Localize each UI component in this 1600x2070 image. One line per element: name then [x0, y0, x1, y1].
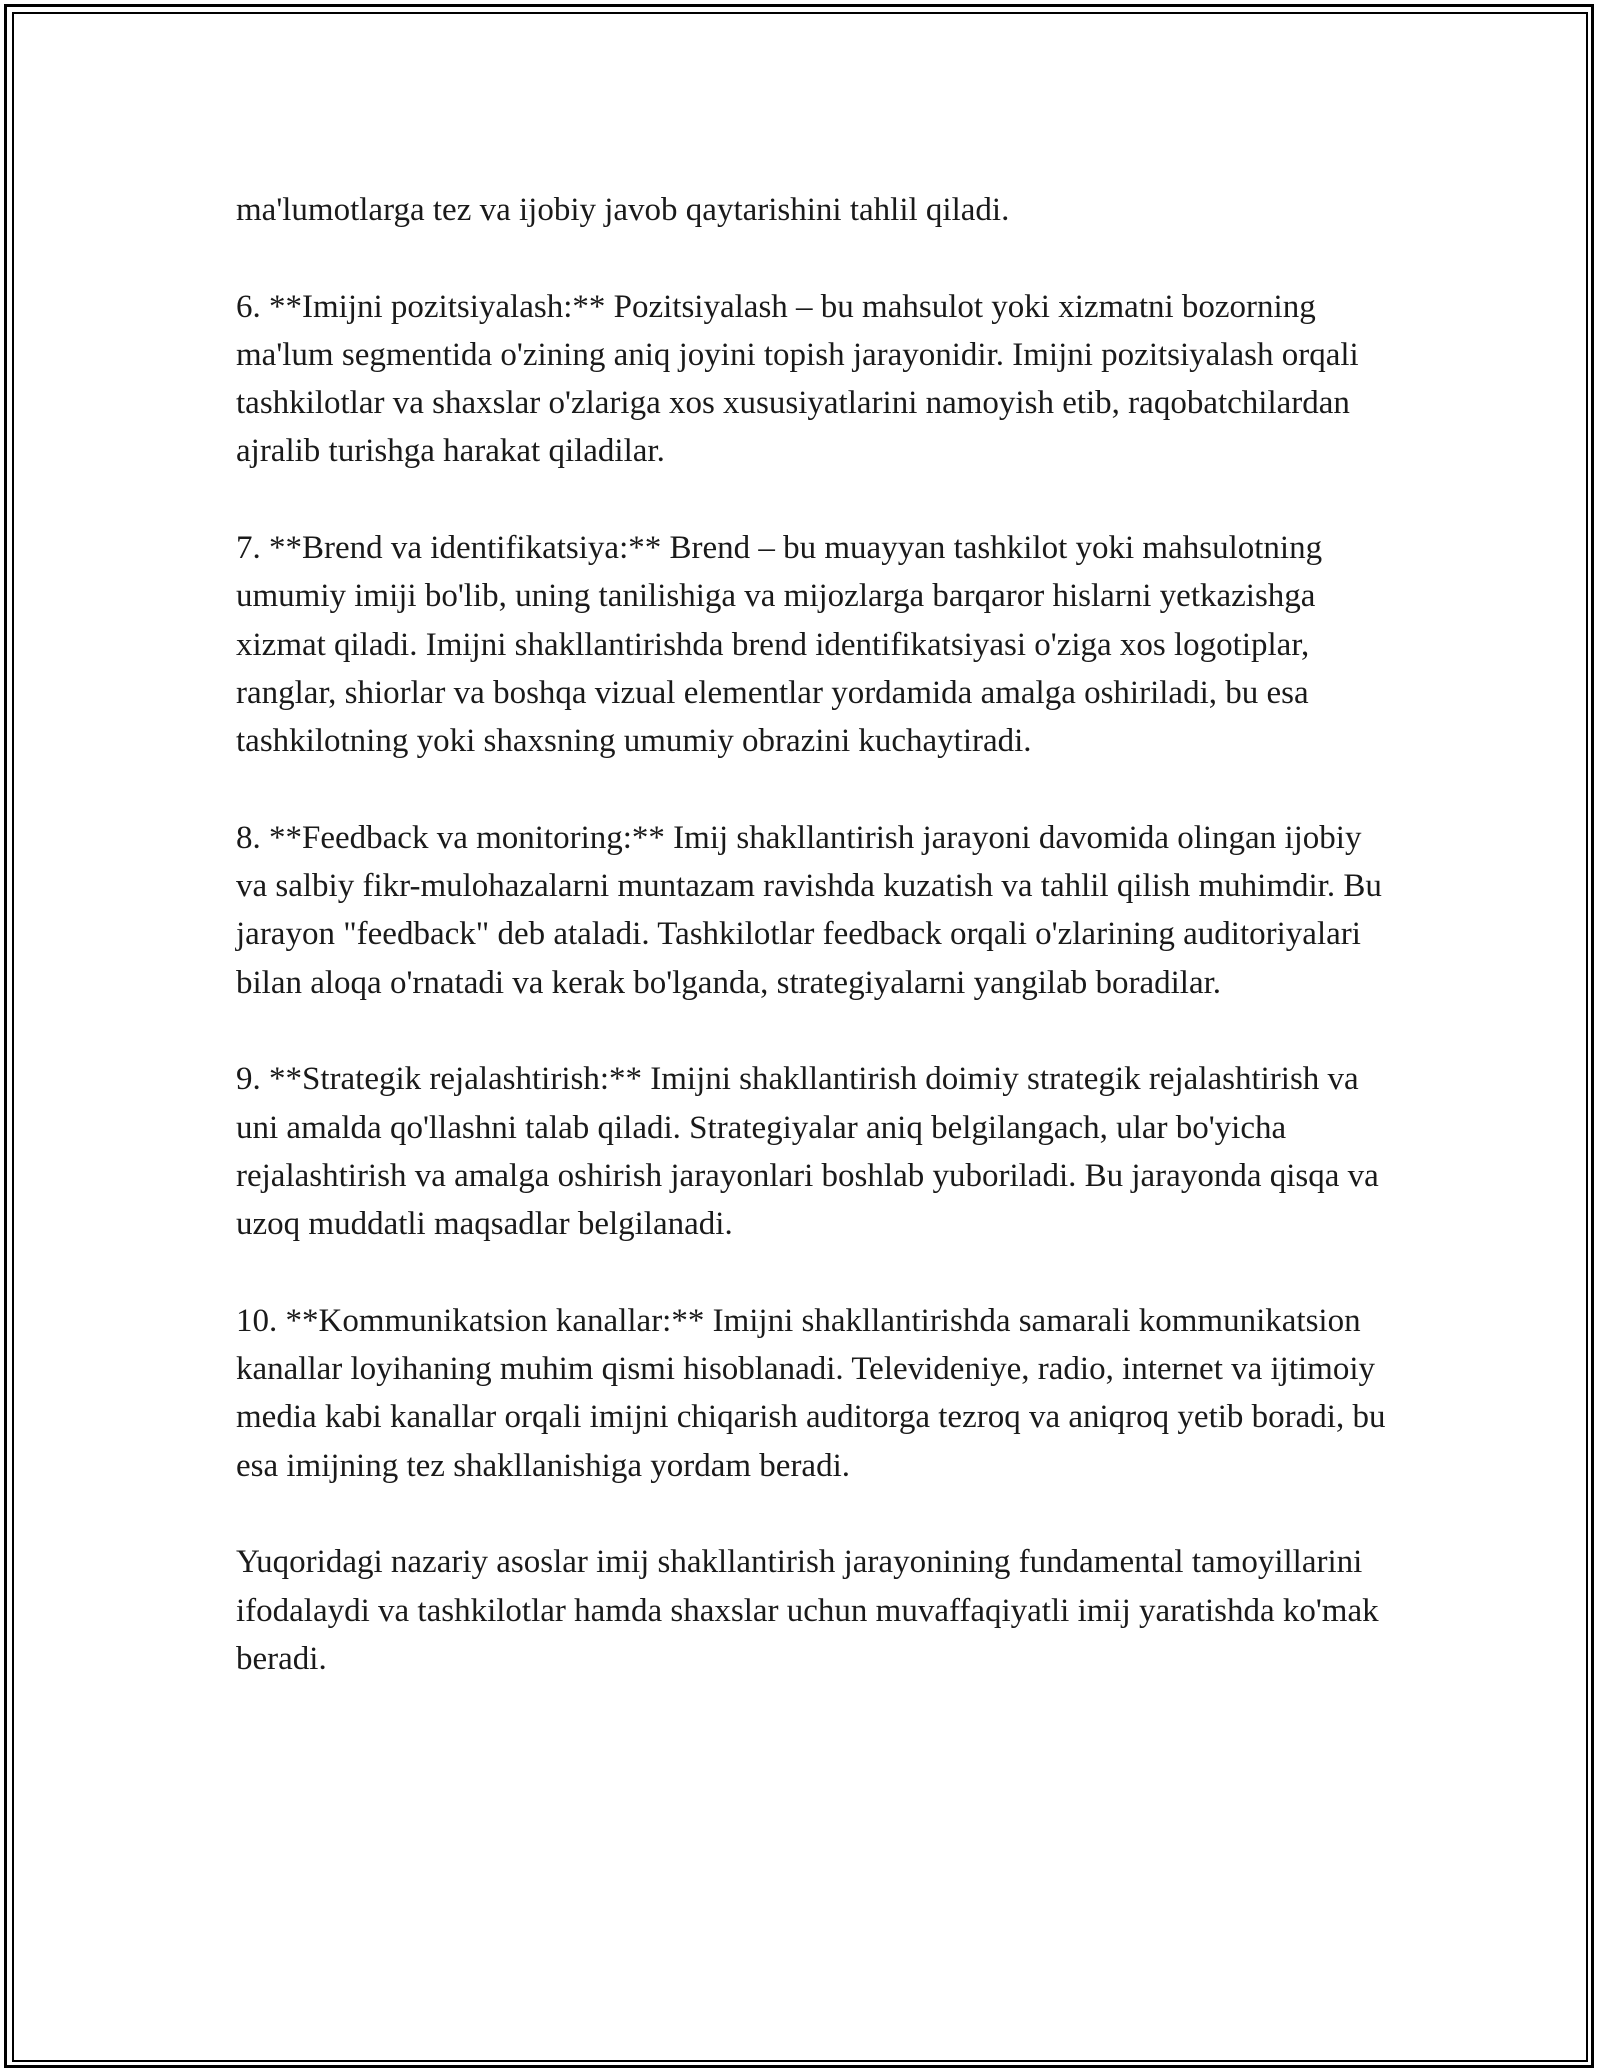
paragraph-item-9: 9. **Strategik rejalashtirish:** Imijni shakllantirish doimiy strategik rejalashtirish va uni amalda qo'llashni talab qiladi. Strategiyalar aniq belgilangach, ular bo'yicha rejalashtirish va amalga oshirish jarayonlari boshlab yuboriladi. Bu jarayonda qisqa va uzoq muddatli maqsadlar belgilanadi.: [236, 1061, 1379, 1243]
paragraph-continuation: ma'lumotlarga tez va ijobiy javob qaytarishini tahlil qiladi.: [236, 192, 1010, 228]
paragraph-item-7: 7. **Brend va identifikatsiya:** Brend – bu muayyan tashkilot yoki mahsulotning umumiy imiji bo'lib, uning tanilishiga va mijozlarga barqaror hislarni yetkazishga xizmat qiladi. Imijni shakllantirishda brend identifikatsiyasi o'ziga xos logotiplar, ranglar, shiorlar va boshqa vizual elementlar yordamida amalga oshiriladi, bu esa tashkilotning yoki shaxsning umumiy obrazini kuchaytiradi.: [236, 530, 1323, 760]
document-body: [236, 186, 1386, 1683]
paragraph-item-8: 8. **Feedback va monitoring:** Imij shakllantirish jarayoni davomida olingan ijobiy va salbiy fikr-mulohazalarni muntazam ravishda kuzatish va tahlil qilish muhimdir. Bu jarayon "feedback" deb ataladi. Tashkilotlar feedback orqali o'zlarining auditoriyalari bilan aloqa o'rnatadi va kerak bo'lganda, strategiyalarni yangilab boradilar.: [236, 819, 1382, 1001]
paragraph-conclusion: Yuqoridagi nazariy asoslar imij shakllantirish jarayonining fundamental tamoyillarini ifodalaydi va tashkilotlar hamda shaxslar uchun muvaffaqiyatli imij yaratishda ko'mak beradi.: [236, 1544, 1379, 1677]
paragraph-item-10: 10. **Kommunikatsion kanallar:** Imijni shakllantirishda samarali kommunikatsion kanallar loyihaning muhim qismi hisoblanadi. Televideniye, radio, internet va ijtimoiy media kabi kanallar orqali imijni chiqarish auditorga tezroq va aniqroq yetib boradi, bu esa imijning tez shakllanishiga yordam beradi.: [236, 1302, 1386, 1484]
paragraph-item-6: 6. **Imijni pozitsiyalash:** Pozitsiyalash – bu mahsulot yoki xizmatni bozorning ma'lum segmentida o'zining aniq joyini topish jarayonidir. Imijni pozitsiyalash orqali tashkilotlar va shaxslar o'zlariga xos xususiyatlarini namoyish etib, raqobatchilardan ajralib turishga harakat qiladilar.: [236, 288, 1359, 470]
